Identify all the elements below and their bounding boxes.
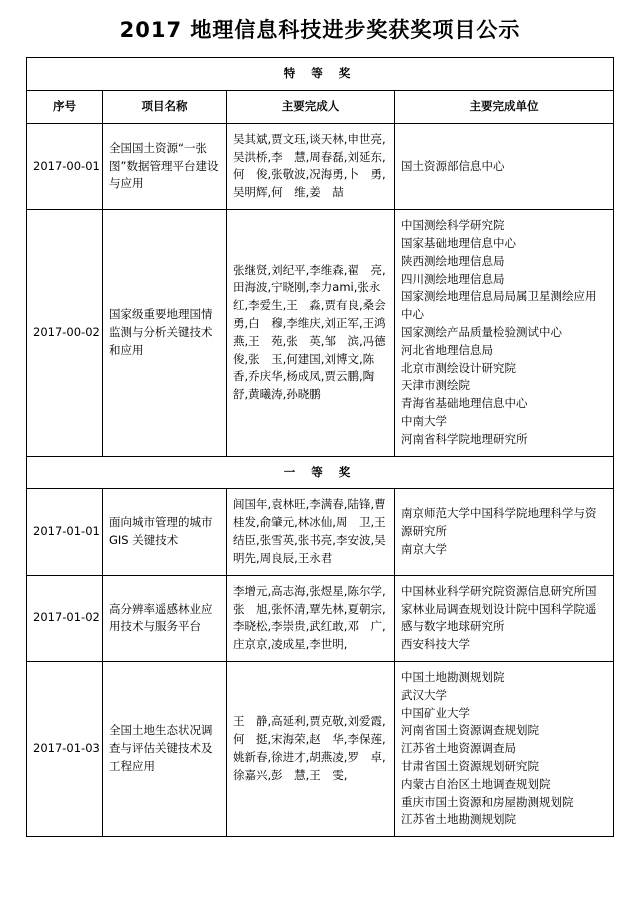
org-line: 北京市测绘设计研究院 xyxy=(401,360,516,375)
page-title: 2017 地理信息科技进步奖获奖项目公示 xyxy=(119,18,521,42)
row-people: 吴其斌,贾文珏,谈天林,申世亮,吴洪桥,李 慧,周春磊,刘延东,何 俊,张敬波,况海勇,卜 勇,吴明辉,何 维,姜 喆 xyxy=(227,123,395,209)
table-row xyxy=(27,661,614,836)
org-line: 中国林业科学研究院资源信息研究所国家林业局调查规划设计院中国科学院遥感与数字地球研究所 xyxy=(401,583,597,634)
org-line: 西安科技大学 xyxy=(401,637,470,652)
row-orgs xyxy=(395,575,614,661)
org-line: 国家基础地理信息中心 xyxy=(401,235,516,250)
column-header-name: 项目名称 xyxy=(103,91,227,124)
row-project-name: 全国国土资源“一张图”数据管理平台建设与应用 xyxy=(103,123,227,209)
table-head-row xyxy=(27,91,614,124)
row-project-name: 全国土地生态状况调查与评估关键技术及工程应用 xyxy=(103,661,227,836)
section-label: 一 等 奖 xyxy=(27,456,614,489)
section-header-special xyxy=(27,58,614,91)
org-line: 中南大学 xyxy=(401,414,447,428)
row-no: 2017-01-02 xyxy=(27,575,103,661)
org-line: 国家测绘地理信息局局属卫星测绘应用中心 xyxy=(401,289,597,322)
org-line: 甘肃省国土资源规划研究院 xyxy=(401,759,539,773)
row-people: 王 静,高延利,贾克敬,刘爱霞,何 挺,宋海荣,赵 华,李保莲,姚新春,徐进才,胡燕凌,罗 卓,徐嘉兴,彭 慧,王 雯, xyxy=(227,661,395,836)
org-line: 内蒙古自治区土地调查规划院 xyxy=(401,776,551,791)
org-line: 重庆市国土资源和房屋勘测规划院 xyxy=(401,794,574,809)
row-people: 张继贤,刘纪平,李维森,翟 亮,田海波,宁晓刚,李力ami,张永红,李爱生,王 淼,贾有良,桑会勇,白 穆,李维庆,刘正军,王鸿燕,王 苑,张 英,邹 滨,冯德俊,张 玉,何建国,刘博文,陈 香,乔庆华,杨成凤,贾云鹏,陶 舒,黄曦涛,孙晓鹏 xyxy=(227,210,395,457)
row-orgs xyxy=(395,210,614,457)
org-line: 陕西测绘地理信息局 xyxy=(401,253,505,268)
org-line: 四川测绘地理信息局 xyxy=(401,271,505,286)
org-line: 中国矿业大学 xyxy=(401,705,470,720)
org-line: 南京大学 xyxy=(401,541,447,556)
org-line: 国家测绘产品质量检验测试中心 xyxy=(401,324,562,339)
column-header-no: 序号 xyxy=(27,91,103,124)
row-people: 李增元,高志海,张煜星,陈尔学,张 旭,张怀清,覃先林,夏朝宗,李晓松,李崇贵,武红敢,邓 广,庄京京,凌成星,李世明, xyxy=(227,575,395,661)
row-project-name: 面向城市管理的城市 GIS 关键技术 xyxy=(103,489,227,575)
table-row xyxy=(27,210,614,457)
section-header-first xyxy=(27,456,614,489)
row-people: 闾国年,袁林旺,李满春,陆锋,曹桂发,俞肇元,林冰仙,周 卫,王结臣,张雪英,张书亮,李安波,吴明先,周良辰,王永君 xyxy=(227,489,395,575)
org-line: 河南省科学院地理研究所 xyxy=(401,431,528,446)
table-row xyxy=(27,575,614,661)
row-no: 2017-00-02 xyxy=(27,210,103,457)
org-line: 河北省地理信息局 xyxy=(401,342,493,357)
table-row xyxy=(27,123,614,209)
row-orgs xyxy=(395,123,614,209)
row-no: 2017-01-01 xyxy=(27,489,103,575)
org-line: 青海省基础地理信息中心 xyxy=(401,396,528,411)
org-line: 国土资源部信息中心 xyxy=(401,158,505,173)
row-no: 2017-00-01 xyxy=(27,123,103,209)
section-label: 特 等 奖 xyxy=(27,58,614,91)
org-line: 中国土地勘测规划院 xyxy=(401,669,505,684)
table-row xyxy=(27,489,614,575)
org-line: 江苏省土地勘测规划院 xyxy=(401,812,516,827)
org-line: 河南省国土资源调查规划院 xyxy=(401,723,539,738)
org-line: 江苏省土地资源调查局 xyxy=(401,741,516,756)
org-line: 南京师范大学中国科学院地理科学与资源研究所 xyxy=(401,506,597,539)
awards-table xyxy=(26,57,614,837)
row-project-name: 高分辨率遥感林业应用技术与服务平台 xyxy=(103,575,227,661)
org-line: 武汉大学 xyxy=(401,687,447,702)
row-project-name: 国家级重要地理国情监测与分析关键技术和应用 xyxy=(103,210,227,457)
org-line: 天津市测绘院 xyxy=(401,378,470,393)
row-no: 2017-01-03 xyxy=(27,661,103,836)
row-orgs xyxy=(395,489,614,575)
row-orgs xyxy=(395,661,614,836)
column-header-orgs: 主要完成单位 xyxy=(395,91,614,124)
org-line: 中国测绘科学研究院 xyxy=(401,218,505,233)
column-header-people: 主要完成人 xyxy=(227,91,395,124)
